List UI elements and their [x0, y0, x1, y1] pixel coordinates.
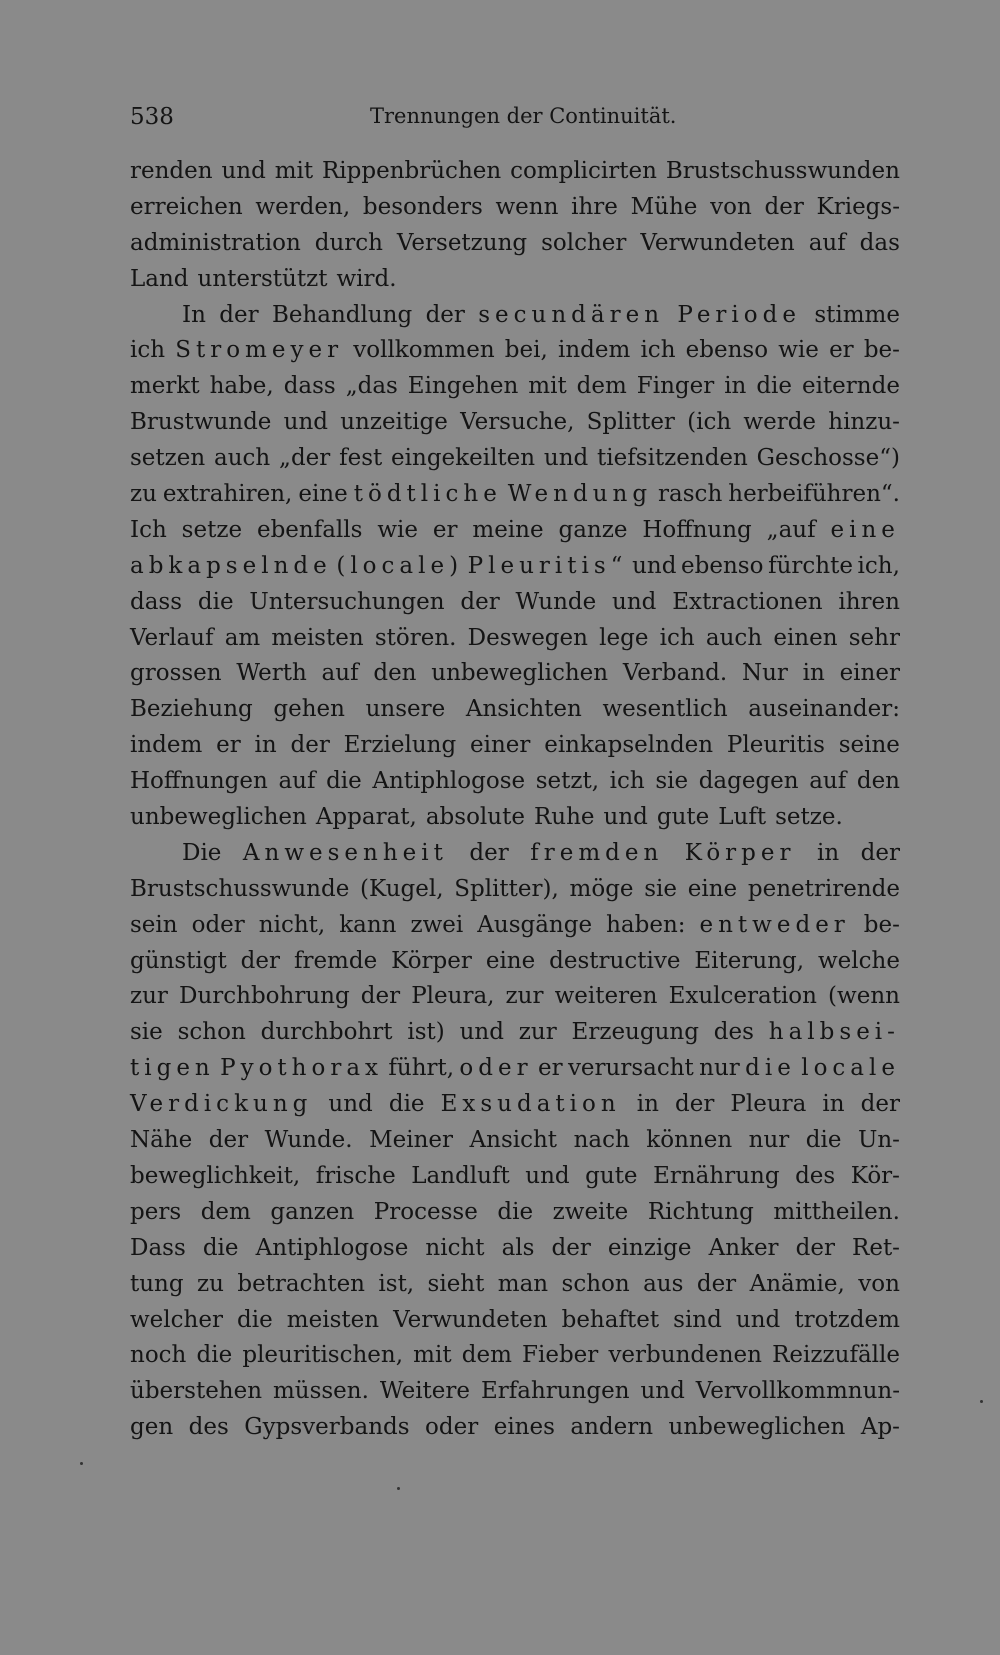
text-line: Ich setze ebenfalls wie er meine ganze Hoffnung „auf eine — [130, 516, 900, 543]
body-text — [130, 154, 900, 1446]
text-line: tung zu betrachten ist, sieht man schon aus der Anämie, von — [130, 1270, 900, 1297]
text-line: zu extrahiren, eine tödtliche Wendung rasch herbeiführen“. — [130, 481, 900, 508]
text-line: Land unterstützt wird. — [130, 265, 397, 292]
text-line: gen des Gypsverbands oder eines andern unbeweglichen Ap- — [130, 1414, 900, 1441]
text-line: sie schon durchbohrt ist) und zur Erzeugung des halbsei- — [130, 1019, 900, 1046]
scan-speck — [80, 1462, 83, 1465]
text-line: überstehen müssen. Weitere Erfahrungen und Vervollkommnun- — [130, 1378, 900, 1405]
text-line: beweglichkeit, frische Landluft und gute Ernährung des Kör- — [130, 1162, 900, 1189]
text-line: welcher die meisten Verwundeten behaftet sind und trotzdem — [130, 1306, 900, 1333]
page-number: 538 — [130, 104, 174, 130]
text-line: unbeweglichen Apparat, absolute Ruhe und gute Luft setze. — [130, 804, 843, 831]
text-line: Hoffnungen auf die Antiphlogose setzt, ich sie dagegen auf den — [130, 768, 900, 795]
text-line: Die Anwesenheit der fremden Körper in der — [182, 839, 900, 866]
text-line: renden und mit Rippenbrüchen complicirten Brustschusswunden — [130, 158, 900, 184]
text-line: abkapselnde (locale) Pleuritis“ und ebenso fürchte ich, — [130, 552, 900, 579]
text-line: ich Stromeyer vollkommen bei, indem ich ebenso wie er be- — [130, 337, 900, 364]
text-line: Verdickung und die Exsudation in der Pleura in der — [130, 1091, 900, 1118]
text-line: administration durch Versetzung solcher Verwundeten auf das — [130, 229, 900, 256]
text-line: Dass die Antiphlogose nicht als der einzige Anker der Ret- — [130, 1234, 900, 1261]
text-line: Brustwunde und unzeitige Versuche, Splitter (ich werde hinzu- — [130, 409, 900, 436]
text-line: zur Durchbohrung der Pleura, zur weiteren Exulceration (wenn — [130, 983, 900, 1010]
text-line: grossen Werth auf den unbeweglichen Verband. Nur in einer — [130, 660, 900, 687]
text-line: Nähe der Wunde. Meiner Ansicht nach können nur die Un- — [130, 1127, 900, 1154]
text-line: tigen Pyothorax führt, oder er verursacht nur die locale — [130, 1055, 900, 1082]
text-line: günstigt der fremde Körper eine destructive Eiterung, welche — [130, 947, 900, 974]
text-line: erreichen werden, besonders wenn ihre Mühe von der Kriegs- — [130, 193, 900, 220]
text-line: In der Behandlung der secundären Periode stimme — [182, 301, 900, 328]
text-line: pers dem ganzen Processe die zweite Richtung mittheilen. — [130, 1198, 900, 1225]
text-line: noch die pleuritischen, mit dem Fieber verbundenen Reizzufälle — [130, 1342, 900, 1369]
scan-speck — [397, 1487, 400, 1490]
text-line: indem er in der Erzielung einer einkapselnden Pleuritis seine — [130, 732, 900, 759]
text-line: Verlauf am meisten stören. Deswegen lege ich auch einen sehr — [130, 624, 900, 651]
text-line: merkt habe, dass „das Eingehen mit dem Finger in die eiternde — [130, 373, 900, 400]
text-line: sein oder nicht, kann zwei Ausgänge haben: entweder be- — [130, 911, 900, 938]
page-header — [130, 104, 900, 134]
text-line: Brustschusswunde (Kugel, Splitter), möge sie eine penetrirende — [130, 875, 900, 902]
text-line: Beziehung gehen unsere Ansichten wesentlich auseinander: — [130, 696, 900, 723]
running-title: Trennungen der Continuität. — [370, 104, 677, 128]
text-line: setzen auch „der fest eingekeilten und tiefsitzenden Geschosse“) — [130, 445, 900, 472]
text-line: dass die Untersuchungen der Wunde und Extractionen ihren — [130, 588, 900, 615]
scan-speck — [980, 1400, 983, 1403]
